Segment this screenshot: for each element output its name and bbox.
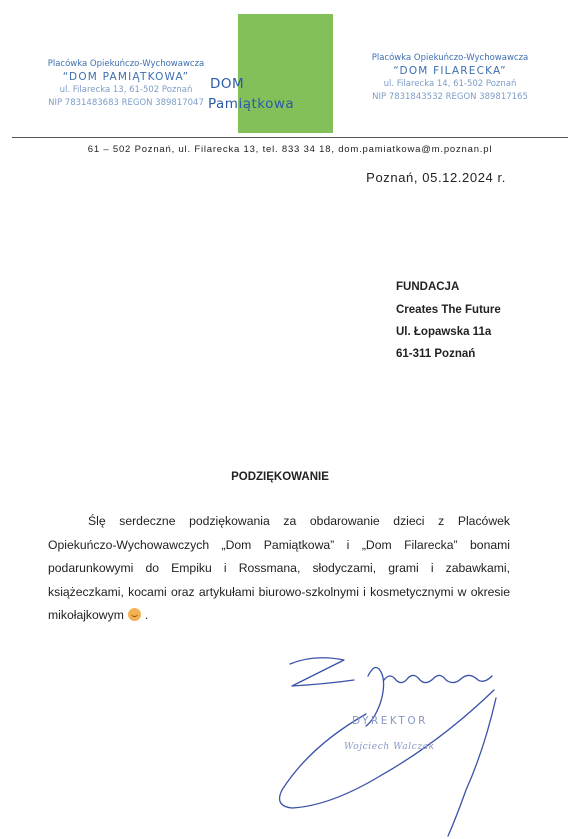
stamp-left-org: Placówka Opiekuńczo-Wychowawcza	[47, 59, 205, 69]
header-divider	[12, 137, 568, 138]
signature-stamp-name: Wojciech Walczak	[344, 742, 435, 752]
recipient-line1: FUNDACJA	[396, 281, 460, 293]
stamp-left-address: ul. Filarecka 13, 61-502 Poznań	[59, 85, 193, 95]
smiling-face-icon	[128, 608, 141, 621]
recipient-line3: Ul. Łopawska 11a	[396, 326, 492, 338]
letter-body	[48, 510, 510, 628]
letter-body-text: Ślę serdeczne podziękowania za obdarowanie dzieci z Placówek Opiekuńczo-Wychowawczych „Dom Pamiątkowa” i „Dom Filarecka” bonami podarunkowymi do Empiku i Rossmana, słodyczami, grami i zabawkami, książeczkami, kocami oraz artykułami biurowo-szkolnymi i kosmetycznymi w okresie mikołajkowym	[48, 514, 510, 622]
stamp-right-address: ul. Filarecka 14, 61-502 Poznań	[383, 79, 517, 89]
logo-line1: DOM	[210, 76, 245, 92]
recipient-line4: 61-311 Poznań	[396, 348, 476, 360]
letter-body-end: .	[144, 608, 149, 622]
logo-line2: Pamiątkowa	[208, 96, 295, 112]
signature-stamp-title: DYREKTOR	[352, 715, 428, 727]
letter-date: Poznań, 05.12.2024 r.	[366, 170, 506, 185]
stamp-right-org: Placówka Opiekuńczo-Wychowawcza	[371, 53, 529, 63]
letter-title: PODZIĘKOWANIE	[231, 471, 329, 483]
stamp-left-nip: NIP 7831483683 REGON 389817047	[48, 98, 204, 108]
recipient-line2: Creates The Future	[396, 304, 501, 316]
header-address-line: 61 – 502 Poznań, ul. Filarecka 13, tel. 833 34 18, dom.pamiatkowa@m.poznan.pl	[87, 144, 493, 155]
stamp-right-nip: NIP 7831843532 REGON 389817165	[372, 92, 528, 102]
stamp-right	[352, 52, 548, 104]
stamp-left	[20, 58, 232, 110]
stamp-right-dom: “DOM FILARECKA”	[393, 65, 507, 77]
stamp-left-dom: “DOM PAMIĄTKOWA”	[62, 71, 190, 83]
logo	[208, 74, 294, 114]
